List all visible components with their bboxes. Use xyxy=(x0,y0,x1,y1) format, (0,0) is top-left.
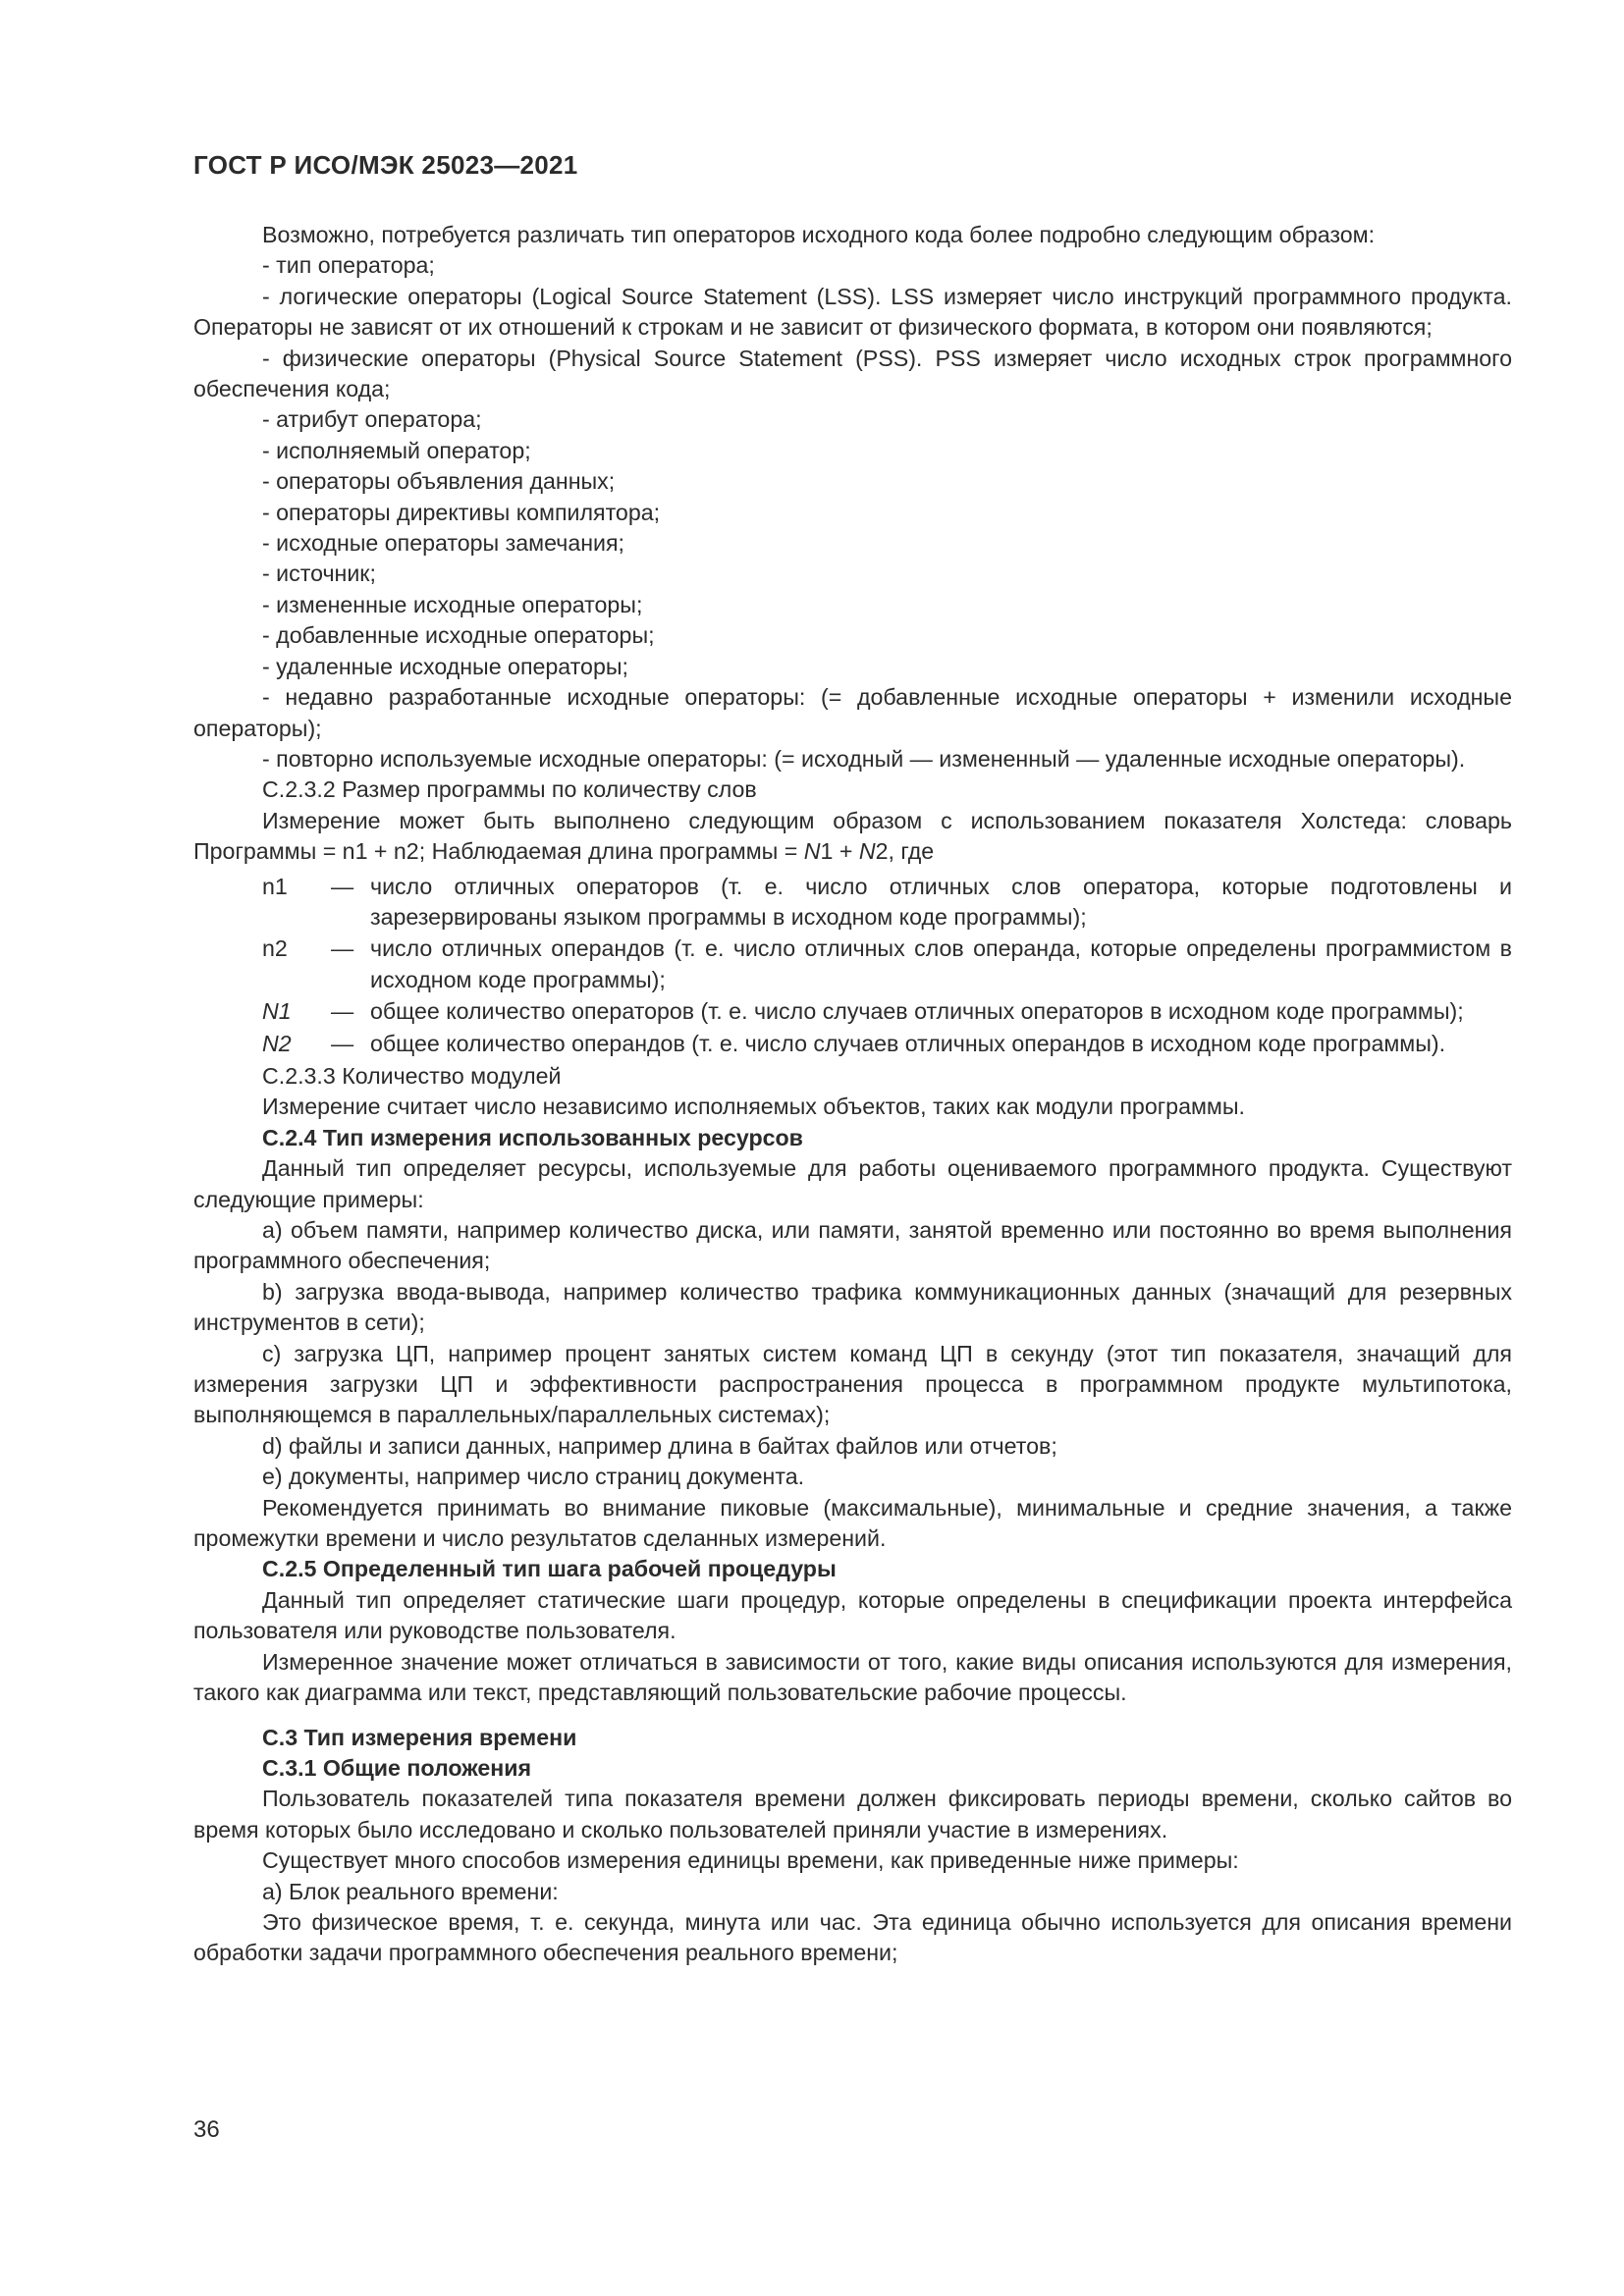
paragraph: - исходные операторы замечания; xyxy=(262,530,624,557)
definition-term: N1 xyxy=(262,998,292,1025)
definition-term: n2 xyxy=(262,935,288,962)
paragraph: - операторы директивы компилятора; xyxy=(262,499,661,525)
paragraph: d) файлы и записи данных, например длина в байтах файлов или отчетов; xyxy=(262,1432,1057,1459)
paragraph: c) загрузка ЦП, например процент занятых систем команд ЦП в секунду (этот тип показателя, значащий для измерения загрузки ЦП и эффективности распространения процесса в программном продукте мультипотока, выполняющемся в параллельных/параллельных системах); xyxy=(193,1340,1512,1428)
subsection-heading-c233: С.2.3.3 Количество модулей xyxy=(262,1062,562,1089)
paragraph: Данный тип определяет статические шаги процедур, которые определены в спецификации проекта интерфейса пользователя или руководстве пользователя. xyxy=(193,1586,1512,1644)
definition-dash: — xyxy=(331,935,354,962)
paragraph: e) документы, например число страниц документа. xyxy=(262,1464,805,1490)
paragraph: - источник; xyxy=(262,561,376,587)
page-number: 36 xyxy=(193,2116,220,2143)
definition-row xyxy=(193,872,1512,934)
paragraph: - атрибут оператора; xyxy=(262,406,482,433)
definitions-list xyxy=(193,872,1512,1059)
paragraph: Рекомендуется принимать во внимание пиковые (максимальные), минимальные и средние значения, а также промежутки времени и число результатов сделанных измерений. xyxy=(193,1494,1512,1552)
paragraph: Измеренное значение может отличаться в зависимости от того, какие виды описания используются для измерения, такого как диаграмма или текст, представляющий пользовательские рабочие процессы. xyxy=(193,1648,1512,1706)
document-header: ГОСТ Р ИСО/МЭК 25023—2021 xyxy=(193,150,578,180)
definition-dash: — xyxy=(331,1030,354,1056)
paragraph: Пользователь показателей типа показателя времени должен фиксировать периоды времени, сколько сайтов во время которых было исследовано и сколько пользователей приняли участие в измерениях. xyxy=(193,1786,1512,1842)
definition-row xyxy=(193,996,1512,1027)
n1-symbol: N xyxy=(803,838,821,865)
paragraph: a) Блок реального времени: xyxy=(262,1878,559,1904)
paragraph: Существует много способов измерения единицы времени, как приведенные ниже примеры: xyxy=(262,1847,1239,1874)
paragraph: - удаленные исходные операторы; xyxy=(262,653,628,679)
definition-dash: — xyxy=(331,873,354,899)
paragraph: - добавленные исходные операторы; xyxy=(262,622,655,649)
paragraph: a) объем памяти, например количество диска, или памяти, занятой временно или постоянно во время выполнения программного обеспечения; xyxy=(193,1217,1512,1274)
paragraph: Возможно, потребуется различать тип операторов исходного кода более подробно следующим образом: xyxy=(262,222,1376,247)
subsection-heading-c232: С.2.3.2 Размер программы по количеству слов xyxy=(262,776,757,803)
paragraph: - логические операторы (Logical Source Statement (LSS). LSS измеряет число инструкций программного продукта. Операторы не зависят от их отношений к строкам и не зависит от физического формата, в котором они появляются; xyxy=(193,283,1512,341)
definition-description: общее количество операторов (т. е. число случаев отличных операторов в исходном коде программы); xyxy=(370,998,1464,1025)
measure-intro-one: 1 + xyxy=(820,838,859,865)
paragraph: - операторы объявления данных; xyxy=(262,468,616,495)
definition-description: число отличных операндов (т. е. число отличных слов операнда, которые определены программистом в исходном коде программы); xyxy=(370,935,1512,992)
measure-intro-text: Измерение может быть выполнено следующим образом с использованием показателя Холстеда: словарь Программы = n1 + n2; Наблюдаемая длина программы = xyxy=(193,807,1512,865)
definition-term: n1 xyxy=(262,873,288,899)
paragraph: b) загрузка ввода-вывода, например количество трафика коммуникационных данных (значащий для резервных инструментов в сети); xyxy=(193,1278,1512,1336)
definition-term: N2 xyxy=(262,1030,292,1056)
section-heading-c25: С.2.5 Определенный тип шага рабочей процедуры xyxy=(262,1556,837,1582)
definition-row xyxy=(193,934,1512,995)
definition-description: общее количество операндов (т. е. число случаев отличных операндов в исходном коде программы). xyxy=(370,1030,1446,1056)
definition-description: число отличных операторов (т. е. число отличных слов оператора, которые подготовлены и зарезервированы языком программы в исходном коде программы); xyxy=(370,873,1512,930)
n2-symbol: N xyxy=(858,838,876,865)
section-heading-c24: С.2.4 Тип измерения использованных ресурсов xyxy=(262,1124,803,1150)
section-heading-c31: С.3.1 Общие положения xyxy=(262,1754,532,1781)
paragraph: - физические операторы (Physical Source Statement (PSS). PSS измеряет число исходных строк программного обеспечения кода; xyxy=(193,345,1512,402)
measure-intro-two: 2, где xyxy=(875,838,935,865)
paragraph: Данный тип определяет ресурсы, используемые для работы оцениваемого программного продукта. Существуют следующие примеры: xyxy=(193,1155,1512,1212)
paragraph: - тип оператора; xyxy=(262,252,435,279)
document-body xyxy=(193,220,1512,1969)
measure-intro-paragraph xyxy=(193,806,1512,868)
paragraph: Это физическое время, т. е. секунда, минута или час. Эта единица обычно используется для описания времени обработки задачи программного обеспечения реального времени; xyxy=(193,1908,1512,1966)
section-heading-c3: С.3 Тип измерения времени xyxy=(262,1724,577,1750)
paragraph: Измерение считает число независимо исполняемых объектов, таких как модули программы. xyxy=(262,1094,1245,1120)
paragraph: - недавно разработанные исходные операторы: (= добавленные исходные операторы + изменили исходные операторы); xyxy=(193,684,1512,741)
paragraph: - исполняемый оператор; xyxy=(262,437,531,463)
definition-row xyxy=(193,1029,1512,1059)
definition-dash: — xyxy=(331,998,354,1025)
paragraph: - повторно используемые исходные операторы: (= исходный — измененный — удаленные исходные операторы). xyxy=(262,745,1466,772)
paragraph: - измененные исходные операторы; xyxy=(262,591,643,617)
